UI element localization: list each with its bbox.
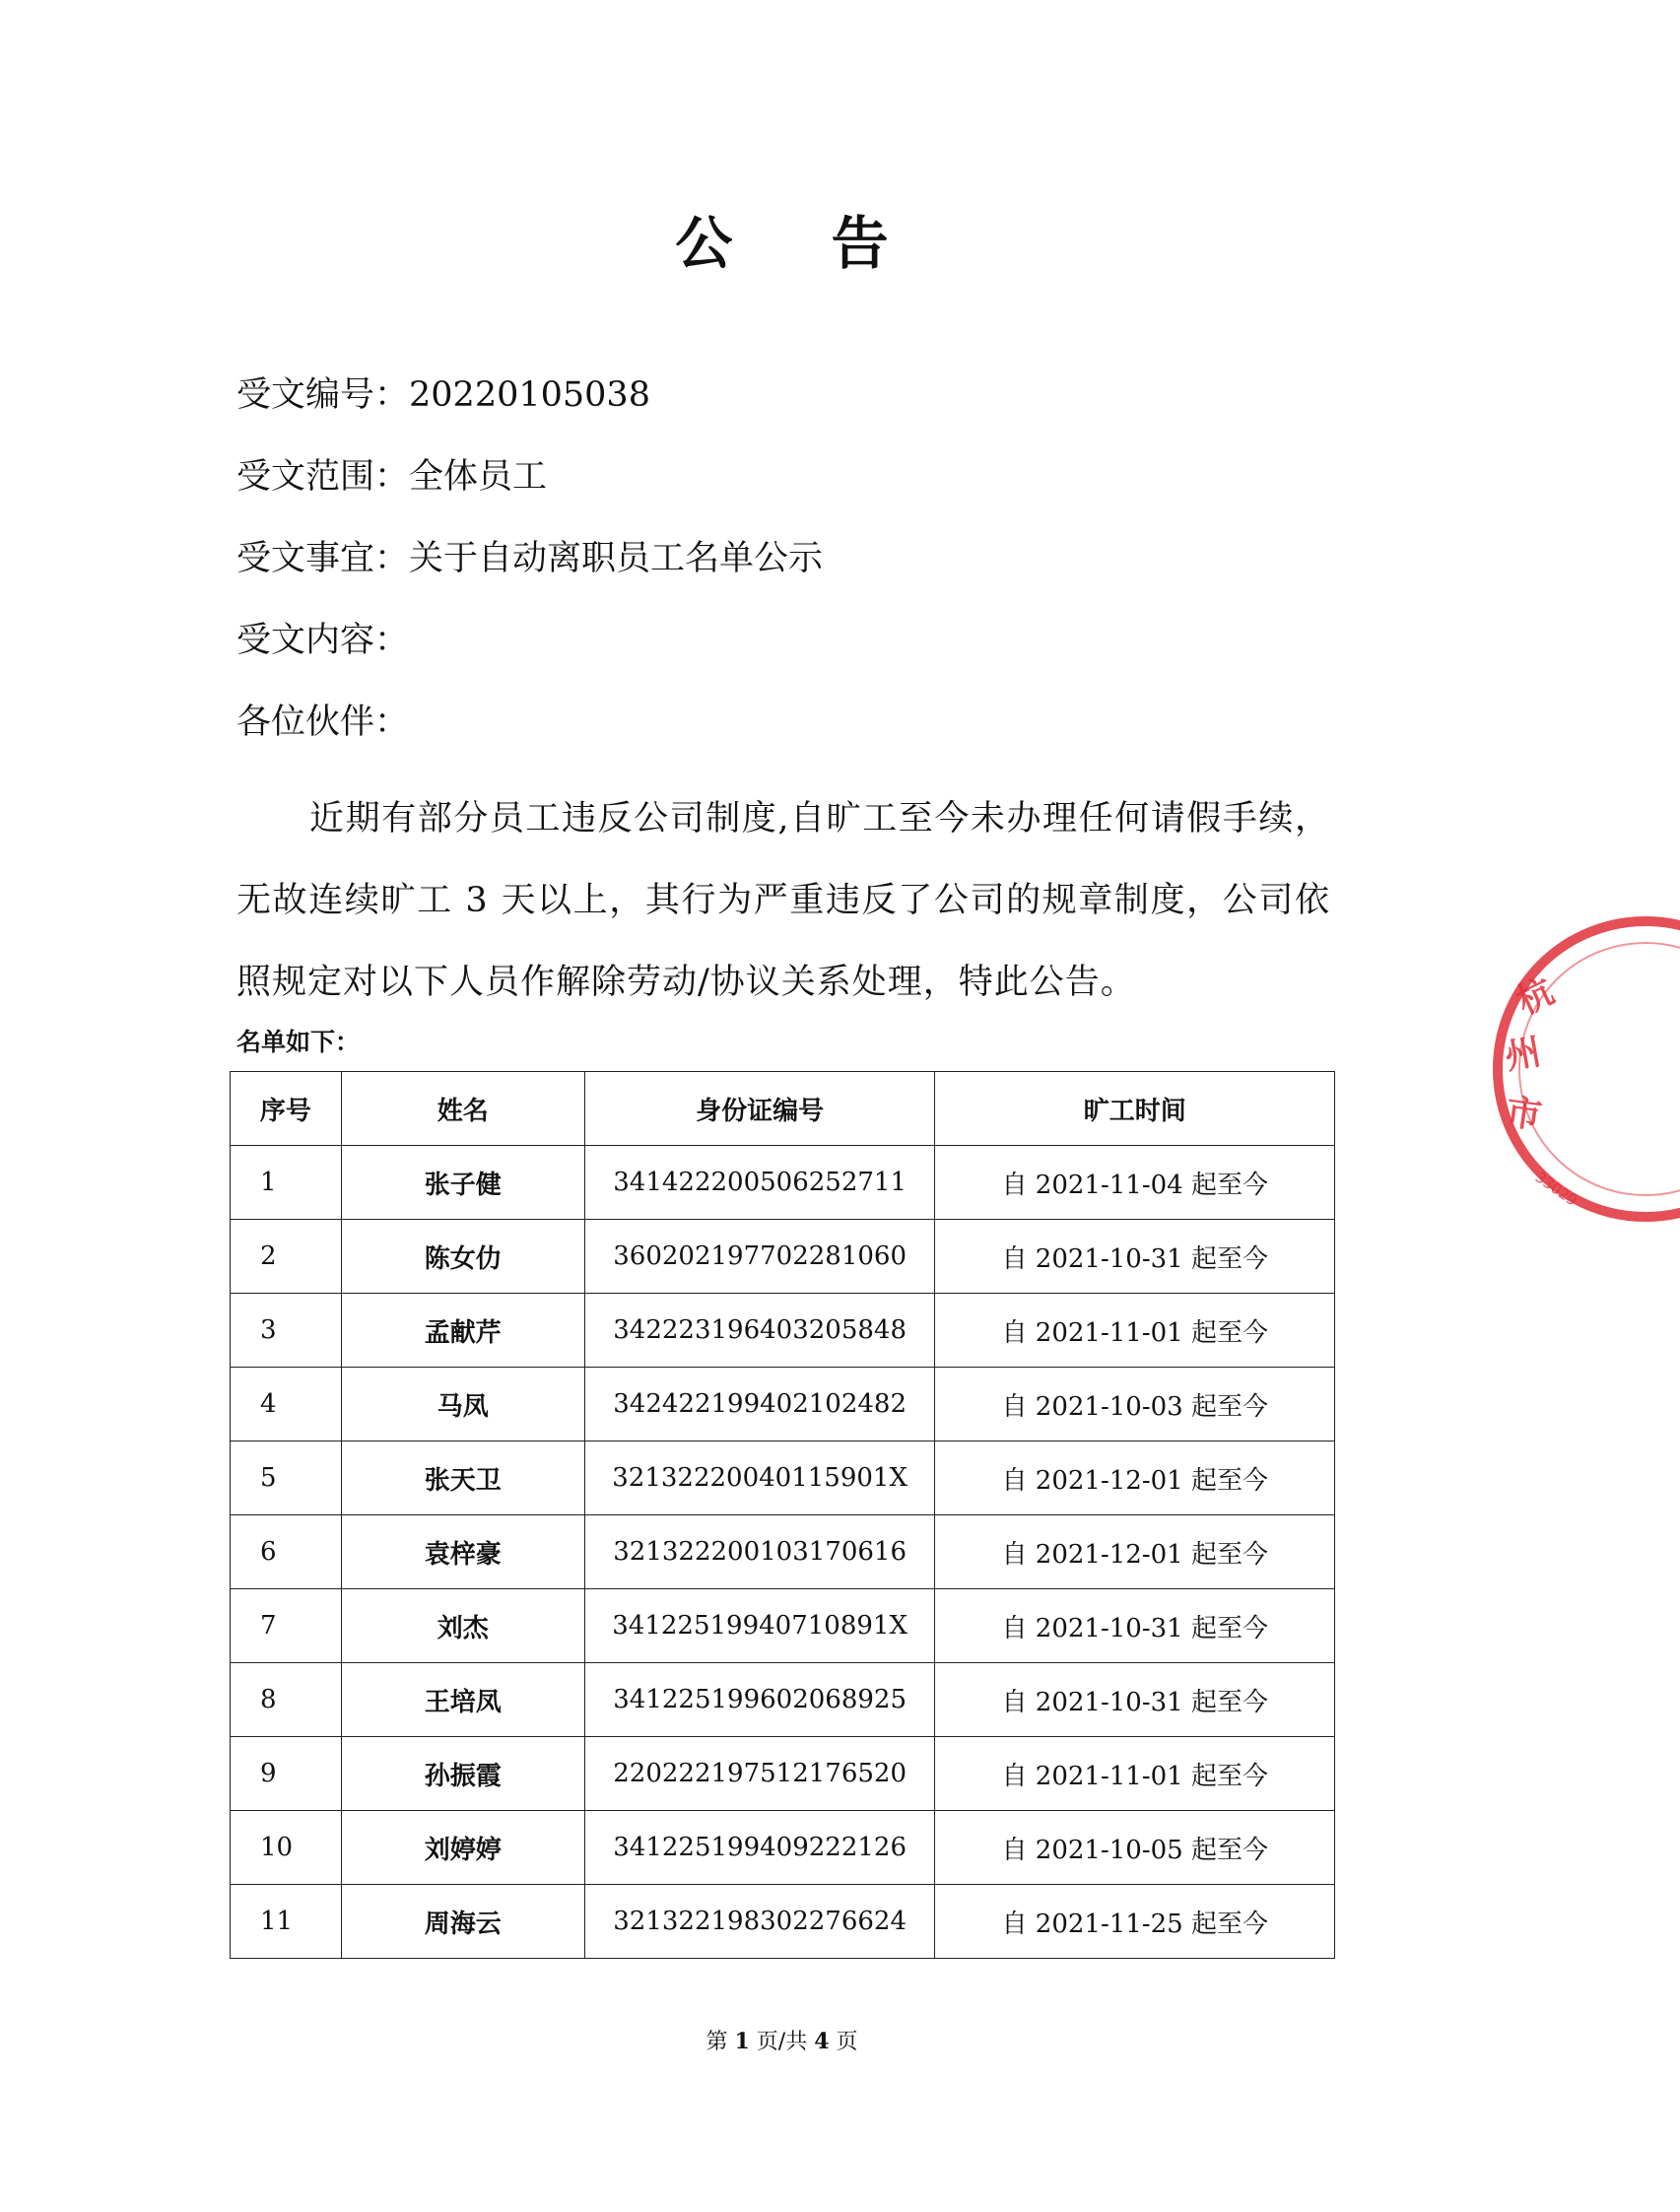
cell-no: 3 [231,1294,342,1368]
cell-no: 5 [231,1441,342,1515]
cell-time: 自 2021-10-31 起至今 [935,1220,1335,1294]
cell-id: 32132220040115901X [584,1441,935,1515]
cell-no: 11 [231,1885,342,1959]
cell-id: 321322200103170616 [584,1515,935,1589]
svg-text:市: 市 [1503,1092,1545,1137]
page-footer [0,2025,1564,2055]
field-label: 受文内容： [236,621,410,660]
cell-time: 自 2021-12-01 起至今 [935,1441,1335,1515]
cell-no: 9 [231,1737,342,1811]
cell-id: 341422200506252711 [584,1146,935,1220]
cell-time: 自 2021-11-01 起至今 [935,1294,1335,1368]
cell-no: 2 [231,1220,342,1294]
table-row [231,1663,1335,1737]
cell-id: 34122519940710891X [584,1589,935,1663]
cell-name: 袁梓豪 [341,1515,584,1589]
field-doc-number [236,370,650,420]
cell-id: 220222197512176520 [584,1737,935,1811]
table-row [231,1515,1335,1589]
greeting: 各位伙伴： [236,703,410,742]
footer-middle: 页/共 [756,2030,808,2054]
cell-id: 360202197702281060 [584,1220,935,1294]
table-row [231,1294,1335,1368]
cell-time: 自 2021-10-31 起至今 [935,1663,1335,1737]
field-value: 20220105038 [409,375,650,415]
table-row [231,1737,1335,1811]
table-header-row [231,1072,1335,1146]
table-row [231,1589,1335,1663]
cell-time: 自 2021-12-01 起至今 [935,1515,1335,1589]
header-id: 身份证编号 [584,1072,935,1146]
header-time: 旷工时间 [935,1072,1335,1146]
cell-time: 自 2021-10-05 起至今 [935,1811,1335,1885]
field-value: 关于自动离职员工名单公示 [409,539,824,578]
cell-id: 342422199402102482 [584,1368,935,1441]
cell-time: 自 2021-11-25 起至今 [935,1885,1335,1959]
cell-no: 7 [231,1589,342,1663]
field-scope [236,452,547,502]
footer-suffix: 页 [836,2030,858,2054]
cell-no: 4 [231,1368,342,1441]
cell-time: 自 2021-11-01 起至今 [935,1737,1335,1811]
table-row [231,1220,1335,1294]
seal-code: 33029 [1531,1168,1581,1210]
cell-no: 6 [231,1515,342,1589]
table-row [231,1146,1335,1220]
cell-no: 8 [231,1663,342,1737]
cell-name: 马凤 [341,1368,584,1441]
body-paragraph: 近期有部分员工违反公司制度,自旷工至今未办理任何请假手续，无故连续旷工 3 天以上，其行为严重违反了公司的规章制度，公司依照规定对以下人员作解除劳动/协议关系处理，特此公告。 [236,799,1330,1002]
header-no: 序号 [231,1072,342,1146]
cell-time: 自 2021-10-31 起至今 [935,1589,1335,1663]
cell-id: 321322198302276624 [584,1885,935,1959]
table-row [231,1885,1335,1959]
employee-table [230,1071,1335,1959]
footer-page-number: 1 [734,2029,750,2054]
cell-time: 自 2021-11-04 起至今 [935,1146,1335,1220]
field-label: 受文范围： [236,457,410,497]
footer-prefix: 第 [706,2030,728,2054]
svg-text:州: 州 [1502,1032,1545,1078]
cell-time: 自 2021-10-03 起至今 [935,1368,1335,1441]
field-label: 受文事宜： [236,539,410,578]
cell-name: 陈女仂 [341,1220,584,1294]
field-value: 全体员工 [409,457,548,497]
footer-total-pages: 4 [814,2029,830,2054]
cell-name: 张天卫 [341,1441,584,1515]
page-title: 公 告 [675,210,928,277]
table-row [231,1368,1335,1441]
field-label: 受文编号： [236,375,410,415]
cell-no: 1 [231,1146,342,1220]
cell-id: 341225199602068925 [584,1663,935,1737]
cell-name: 孟献芹 [341,1294,584,1368]
company-seal-icon [1483,921,1680,1217]
cell-no: 10 [231,1811,342,1885]
cell-name: 王培凤 [341,1663,584,1737]
table-row [231,1811,1335,1885]
cell-name: 周海云 [341,1885,584,1959]
cell-id: 342223196403205848 [584,1294,935,1368]
cell-name: 张子健 [341,1146,584,1220]
cell-name: 刘杰 [341,1589,584,1663]
cell-name: 孙振霞 [341,1737,584,1811]
table-row [231,1441,1335,1515]
list-label: 名单如下： [236,1028,361,1056]
field-content [236,616,409,665]
header-name: 姓名 [341,1072,584,1146]
cell-id: 341225199409222126 [584,1811,935,1885]
svg-text:杭: 杭 [1511,971,1561,1024]
field-subject [236,534,823,583]
cell-name: 刘婷婷 [341,1811,584,1885]
